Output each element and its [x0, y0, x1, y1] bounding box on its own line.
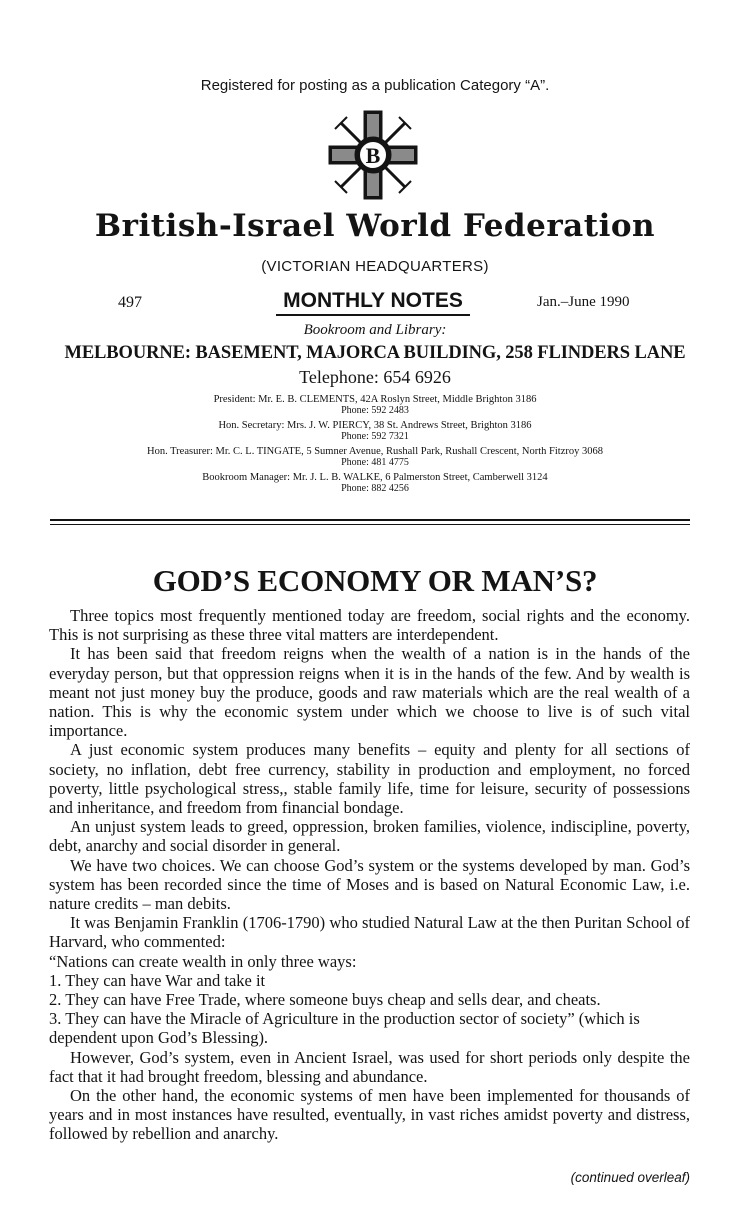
article-paragraph: A just economic system produces many benefits – equity and plenty for all sections of society, no inflation, debt free currency, stability in production and employment, no forced poverty, little psychological stress,, stable family life, time for leisure, security of possessions and inheritance, and freedom from financial bondage.: [49, 740, 690, 818]
header-divider: [50, 519, 690, 521]
registration-notice: Registered for posting as a publication Category “A”.: [200, 77, 550, 94]
article-paragraph: We have two choices. We can choose God’s system or the systems developed by man. God’s system has been recorded since the time of Moses and is based on Natural Economic Law, i.e. nature credits – man debits.: [49, 855, 690, 914]
article-paragraph: It has been said that freedom reigns when the wealth of a nation is in the hands of the everyday person, but that oppression reigns when it is in the hands of the few. And by wealth is meant not just money buy the produce, goods and raw materials which are the real wealth of a nation. This is why the economic system under which we choose to live is of such vital importance.: [49, 644, 690, 741]
continued-overleaf-note: (continued overleaf): [570, 1170, 690, 1185]
franklin-quote: [49, 952, 690, 1048]
officer-phone: Phone: 882 4256: [341, 483, 409, 494]
article-paragraph: However, God’s system, even in Ancient Israel, was used for short periods only despite the fact that it had brought freedom, blessing and abundance.: [49, 1047, 690, 1086]
issue-info-row: [0, 288, 750, 316]
headquarters-address: MELBOURNE: BASEMENT, MAJORCA BUILDING, 258 FLINDERS LANE: [64, 343, 686, 363]
issue-date: Jan.–June 1990: [537, 294, 630, 310]
emblem-letter: B: [365, 143, 381, 168]
officer-entry: [0, 472, 750, 494]
officer-phone: Phone: 481 4775: [341, 457, 409, 468]
headquarters-subtitle: (VICTORIAN HEADQUARTERS): [261, 258, 489, 275]
article-paragraph: An unjust system leads to greed, oppression, broken families, violence, indiscipline, poverty, debt, anarchy and social disorder in general.: [49, 817, 690, 856]
quote-line: 2. They can have Free Trade, where someone buys cheap and sells dear, and cheats.: [49, 990, 601, 1010]
officer-details: Bookroom Manager: Mr. J. L. B. WALKE, 6 Palmerston Street, Camberwell 3124: [202, 472, 548, 483]
officer-details: Hon. Secretary: Mrs. J. W. PIERCY, 38 St. Andrews Street, Brighton 3186: [218, 420, 532, 431]
article-body: [49, 606, 690, 1144]
publication-title: MONTHLY NOTES: [276, 288, 470, 316]
officer-phone: Phone: 592 2483: [341, 405, 409, 416]
officer-entry: [0, 394, 750, 416]
organization-title: British-Israel World Federation: [94, 208, 656, 244]
article-paragraph: Three topics most frequently mentioned today are freedom, social rights and the economy. This is not surprising as these three vital matters are interdependent.: [49, 606, 690, 645]
article-paragraph: On the other hand, the economic systems of men have been implemented for thousands of years and in most instances have resulted, eventually, in vast riches amidst poverty and distress, followed by rebellion and anarchy.: [49, 1086, 690, 1144]
officer-details: Hon. Treasurer: Mr. C. L. TINGATE, 5 Sumner Avenue, Rushall Park, Rushall Crescent, North Fitzroy 3068: [146, 446, 604, 457]
quote-line: 1. They can have War and take it: [49, 970, 266, 990]
officer-phone: Phone: 592 7321: [341, 431, 409, 442]
emblem-graphic: [328, 110, 418, 200]
officer-entry: [0, 446, 750, 468]
article-headline: GOD’S ECONOMY OR MAN’S?: [152, 563, 598, 598]
officer-details: President: Mr. E. B. CLEMENTS, 42A Roslyn Street, Middle Brighton 3186: [213, 394, 537, 405]
header-divider-thin: [50, 524, 690, 525]
article-paragraph: It was Benjamin Franklin (1706-1790) who studied Natural Law at the then Puritan School of Harvard, who commented:: [49, 913, 690, 952]
quote-line: 3. They can have the Miracle of Agriculture in the production sector of society” (which is dependent upon God’s Blessing).: [49, 1009, 640, 1048]
bookroom-label: Bookroom and Library:: [303, 322, 447, 338]
quote-line: “Nations can create wealth in only three ways:: [49, 951, 357, 971]
officer-entry: [0, 420, 750, 442]
issue-number: 497: [118, 294, 142, 311]
officers-list: [0, 394, 750, 498]
bi-federation-emblem-icon: [328, 110, 418, 200]
headquarters-telephone: Telephone: 654 6926: [299, 367, 451, 387]
